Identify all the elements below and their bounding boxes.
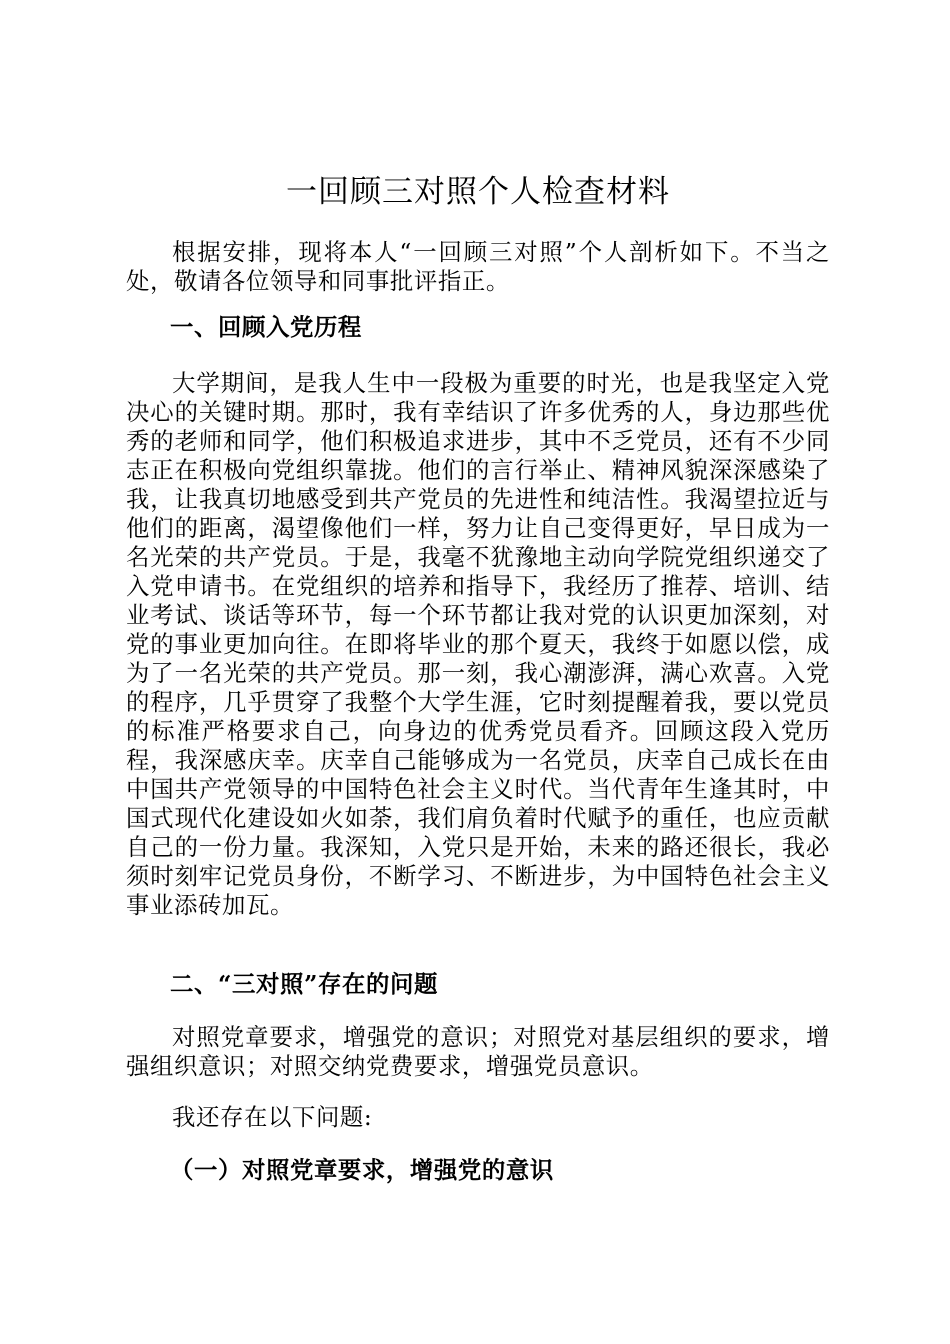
section-2-heading: 二、“三对照”存在的问题 <box>170 970 439 998</box>
subsection-1-heading: （一）对照党章要求，增强党的意识 <box>170 1156 554 1184</box>
document-title: 一回顾三对照个人检查材料 <box>286 174 670 210</box>
intro-paragraph: 根据安排，现将本人“一回顾三对照”个人剖析如下。不当之处，敬请各位领导和同事批评指正。 <box>126 238 830 295</box>
section-1-body: 大学期间，是我人生中一段极为重要的时光，也是我坚定入党决心的关键时期。那时，我有幸结识了许多优秀的人，身边那些优秀的老师和同学，他们积极追求进步，其中不乏党员，还有不少同志正在积极向党组织靠拢。他们的言行举止、精神风貌深深感染了我，让我真切地感受到共产党员的先进性和纯洁性。我渴望拉近与他们的距离，渴望像他们一样，努力让自己变得更好，早日成为一名光荣的共产党员。于是，我毫不犹豫地主动向学院党组织递交了入党申请书。在党组织的培养和指导下，我经历了推荐、培训、结业考试、谈话等环节，每一个环节都让我对党的认识更加深刻，对党的事业更加向往。在即将毕业的那个夏天，我终于如愿以偿，成为了一名光荣的共产党员。那一刻，我心潮澎湃，满心欢喜。入党的程序，几乎贯穿了我整个大学生涯，它时刻提醒着我，要以党员的标准严格要求自己，向身边的优秀党员看齐。回顾这段入党历程，我深感庆幸。庆幸自己能够成为一名党员，庆幸自己成长在由中国共产党领导的中国特色社会主义时代。当代青年生逢其时，中国式现代化建设如火如荼，我们肩负着时代赋予的重任，也应贡献自己的一份力量。我深知，入党只是开始，未来的路还很长，我必须时刻牢记党员身份，不断学习、不断进步，为中国特色社会主义事业添砖加瓦。 <box>126 369 830 919</box>
section-2-lead: 我还存在以下问题: <box>172 1103 373 1131</box>
section-1-heading: 一、回顾入党历程 <box>170 313 362 341</box>
section-2-body: 对照党章要求，增强党的意识；对照党对基层组织的要求，增强组织意识；对照交纳党费要求，增强党员意识。 <box>126 1023 830 1080</box>
